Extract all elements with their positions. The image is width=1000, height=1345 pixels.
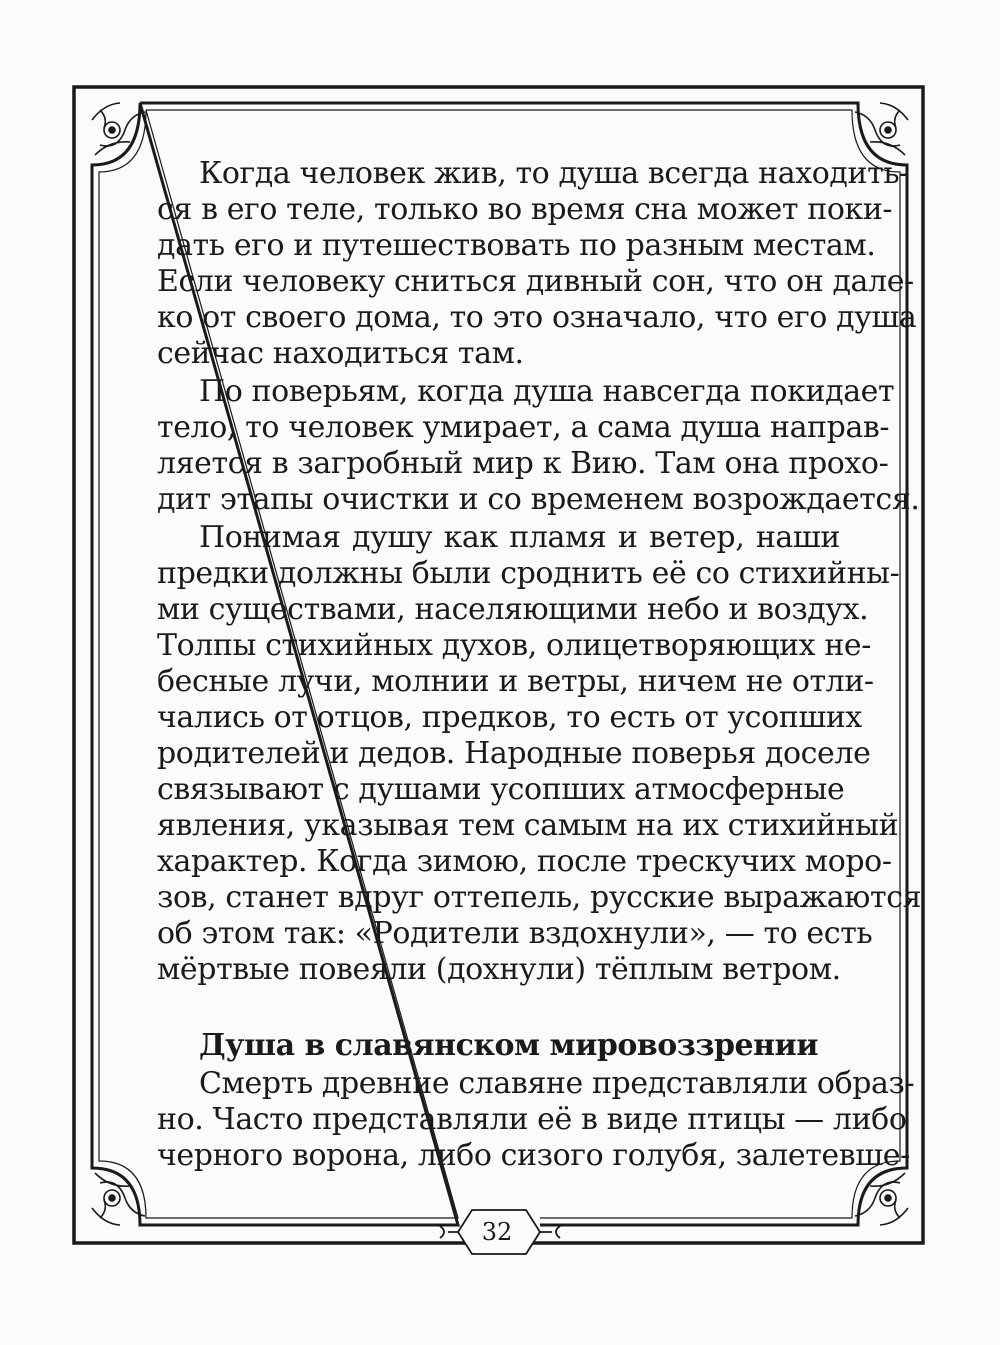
text-line: об этом так: «Родители вздохнули», — то есть: [157, 916, 873, 951]
text-line: ми существами, населяющими небо и воздух.: [157, 592, 869, 627]
text-line: чались от отцов, предков, то есть от усопших: [157, 700, 862, 735]
text-line: зов, станет вдруг оттепель, русские выражаются: [157, 880, 922, 915]
text-line: бесные лучи, молнии и ветры, ничем не отли-: [157, 664, 874, 699]
section-heading: Душа в славянском мировоззрении: [199, 1028, 819, 1063]
text-line: предки должны были сроднить её со стихийны-: [157, 556, 900, 591]
page-text: [157, 156, 922, 1186]
text-line: явления, указывая тем самым на их стихийный: [157, 808, 899, 843]
text-line: По поверьям, когда душа навсегда покидает: [199, 374, 895, 409]
text-line: Если человеку сниться дивный сон, что он дале-: [157, 264, 914, 299]
text-line: Толпы стихийных духов, олицетворяющих не-: [157, 628, 872, 663]
text-line: связывают с душами усопших атмосферные: [157, 772, 845, 807]
corner-ornament-top-right: [855, 103, 908, 155]
text-line: дит этапы очистки и со временем возрождается.: [157, 482, 920, 517]
text-line: ляется в загробный мир к Вию. Там она прохо-: [157, 446, 889, 481]
text-line: сейчас находиться там.: [157, 336, 524, 371]
text-line: мёртвые повеяли (дохнули) тёплым ветром.: [157, 952, 841, 987]
page-number: 32: [481, 1218, 513, 1246]
text-line: родителей и дедов. Народные поверья доселе: [157, 736, 871, 771]
text-line: ся в его теле, только во время сна может поки-: [157, 192, 893, 227]
text-line: дать его и путешествовать по разным местам.: [157, 228, 876, 263]
text-line: Смерть древние славяне представляли образ-: [199, 1066, 915, 1101]
text-line: Когда человек жив, то душа всегда находить-: [199, 156, 909, 191]
text-line: но. Часто представляли её в виде птицы — либо: [157, 1102, 907, 1137]
text-line: черного ворона, либо сизого голубя, залетевше-: [157, 1138, 910, 1173]
text-line: ко от своего дома, то это означало, что его душа: [157, 300, 917, 335]
text-line: тело, то человек умирает, а сама душа направ-: [157, 410, 890, 445]
text-line: Понимая душу как пламя и ветер, наши: [199, 520, 840, 555]
text-line: характер. Когда зимою, после трескучих моро-: [157, 844, 892, 879]
